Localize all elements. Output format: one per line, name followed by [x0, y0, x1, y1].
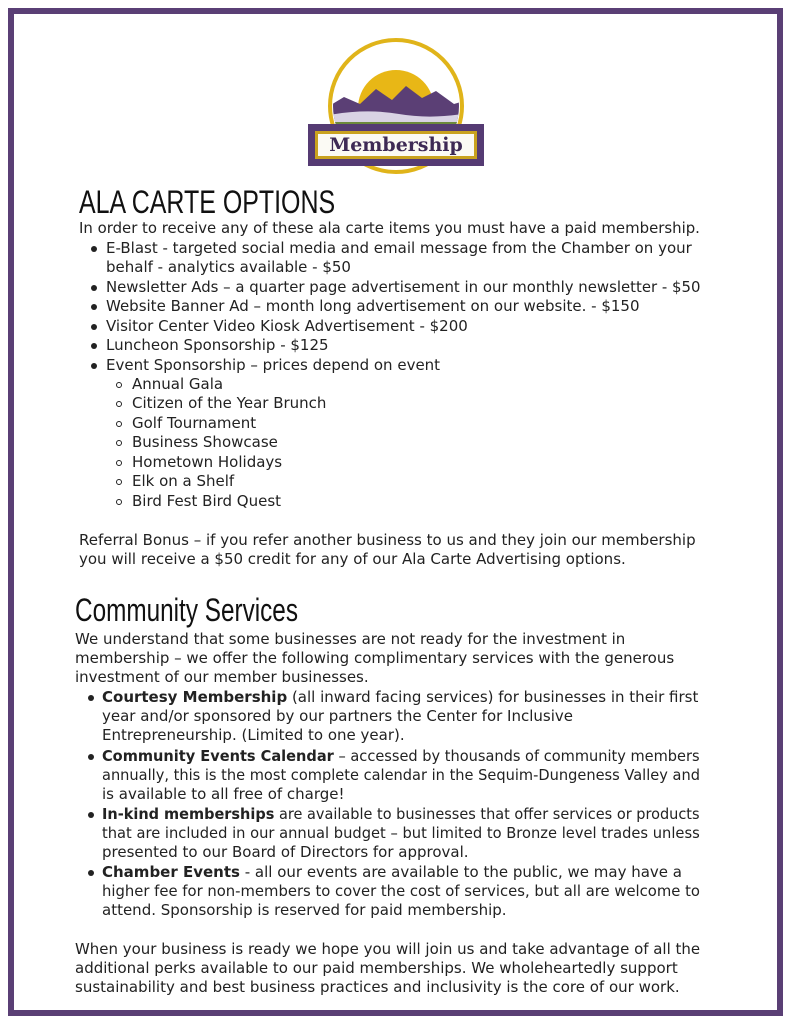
bullet	[88, 754, 94, 760]
community-intro: We understand that some businesses are not ready for the investment in	[75, 630, 626, 648]
community-item-line	[102, 805, 700, 825]
community-item-text: presented to our Board of Directors for approval.	[102, 843, 469, 861]
sub-bullet	[116, 421, 122, 427]
event-item: Citizen of the Year Brunch	[132, 394, 327, 412]
logo-banner	[308, 124, 484, 166]
ala-carte-item-text: Luncheon Sponsorship - $125	[106, 336, 329, 354]
sub-bullet	[116, 382, 122, 388]
bullet	[88, 695, 94, 701]
community-item-text: that are included in our annual budget – but limited to Bronze level trades unless	[102, 824, 700, 842]
community-heading: Community Services	[75, 592, 298, 628]
community-intro: membership – we offer the following complimentary services with the generous	[75, 649, 675, 667]
community-item-text: – accessed by thousands of community members	[333, 747, 700, 765]
event-item: Golf Tournament	[132, 414, 257, 432]
referral-text: you will receive a $50 credit for any of our Ala Carte Advertising options.	[79, 550, 626, 568]
community-item-line	[102, 688, 698, 708]
bullet	[91, 363, 97, 369]
referral-text: Referral Bonus – if you refer another business to us and they join our membership	[79, 531, 696, 549]
bullet	[91, 304, 97, 310]
closing-text: When your business is ready we hope you will join us and take advantage of all the	[75, 940, 701, 958]
ala-carte-item-text: E-Blast - targeted social media and email message from the Chamber on your	[106, 239, 692, 257]
sub-bullet	[116, 440, 122, 446]
bullet	[91, 285, 97, 291]
event-item: Hometown Holidays	[132, 453, 283, 471]
closing-text: sustainability and best business practices and inclusivity is the core of our work.	[75, 978, 680, 996]
event-item: Elk on a Shelf	[132, 472, 235, 490]
community-item-title: Community Events Calendar	[102, 747, 334, 765]
community-item-text: are available to businesses that offer services or products	[274, 805, 700, 823]
bullet	[91, 246, 97, 252]
ala-carte-heading: ALA CARTE OPTIONS	[79, 184, 336, 220]
event-item: Bird Fest Bird Quest	[132, 492, 282, 510]
logo-banner-text: Membership	[315, 131, 477, 159]
bullet	[88, 812, 94, 818]
sub-bullet	[116, 499, 122, 505]
community-item-line	[102, 747, 700, 767]
community-intro: investment of our member businesses.	[75, 668, 369, 686]
community-item-text: (all inward facing services) for businesses in their first	[287, 688, 699, 706]
community-item-line	[102, 863, 682, 883]
bullet	[91, 343, 97, 349]
community-item-title: Chamber Events	[102, 863, 240, 881]
sub-bullet	[116, 460, 122, 466]
event-item: Business Showcase	[132, 433, 278, 451]
ala-carte-intro: In order to receive any of these ala carte items you must have a paid membership.	[79, 219, 700, 237]
ala-carte-item-text: behalf - analytics available - $50	[106, 258, 351, 276]
community-item-text: higher fee for non-members to cover the cost of services, but all are welcome to	[102, 882, 700, 900]
community-item-text: year and/or sponsored by our partners the Center for Inclusive	[102, 707, 573, 725]
community-item-title: In-kind memberships	[102, 805, 275, 823]
community-item-text: Entrepreneurship. (Limited to one year).	[102, 726, 405, 744]
bullet	[91, 324, 97, 330]
ala-carte-item-text: Website Banner Ad – month long advertisement on our website. - $150	[106, 297, 640, 315]
community-item-text: attend. Sponsorship is reserved for paid membership.	[102, 901, 507, 919]
sub-bullet	[116, 401, 122, 407]
bullet	[88, 870, 94, 876]
sub-bullet	[116, 479, 122, 485]
community-item-text: annually, this is the most complete calendar in the Sequim-Dungeness Valley and	[102, 766, 700, 784]
closing-text: additional perks available to our paid memberships. We wholeheartedly support	[75, 959, 678, 977]
event-item: Annual Gala	[132, 375, 224, 393]
ala-carte-item-text: Event Sponsorship – prices depend on event	[106, 356, 441, 374]
ala-carte-item-text: Newsletter Ads – a quarter page advertisement in our monthly newsletter - $50	[106, 278, 701, 296]
ala-carte-item-text: Visitor Center Video Kiosk Advertisement - $200	[106, 317, 468, 335]
community-item-title: Courtesy Membership	[102, 688, 288, 706]
community-item-text: is available to all free of charge!	[102, 785, 345, 803]
community-item-text: - all our events are available to the public, we may have a	[239, 863, 682, 881]
